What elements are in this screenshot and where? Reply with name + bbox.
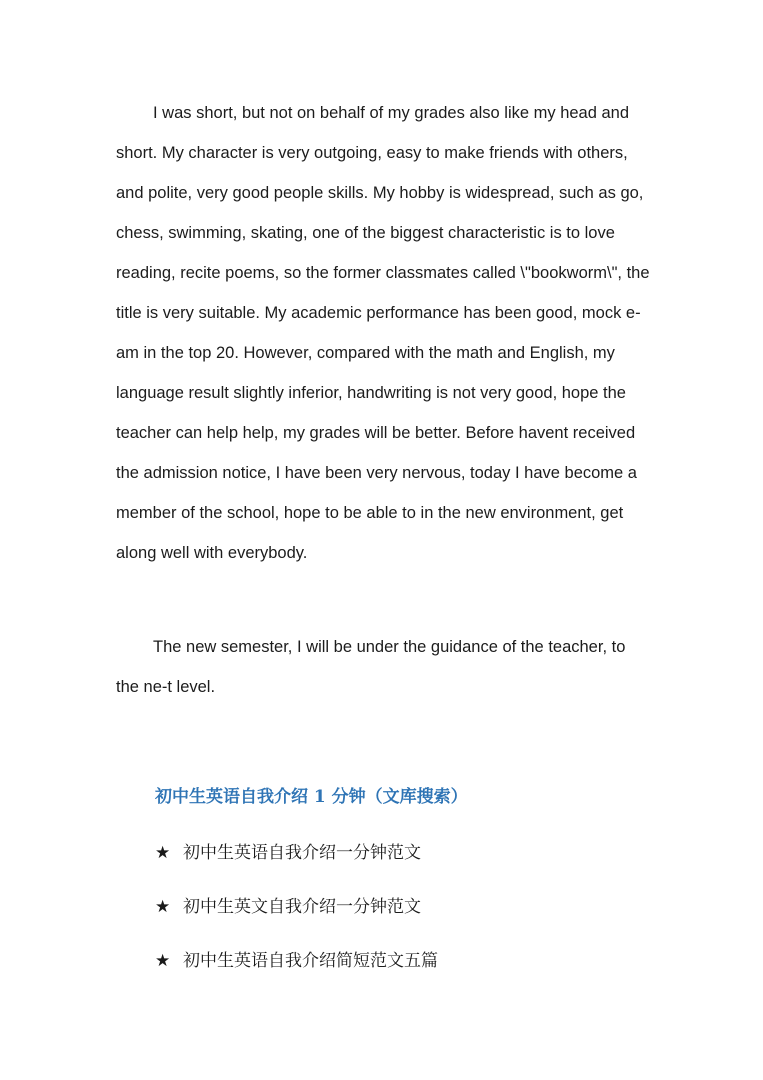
- related-article-title: 初中生英语自我介绍一分钟范文: [183, 843, 421, 863]
- star-icon: ★: [155, 951, 171, 971]
- related-article-title: 初中生英语自我介绍简短范文五篇: [183, 951, 438, 971]
- search-link-heading[interactable]: 初中生英语自我介绍 1 分钟（文库搜索）: [155, 787, 468, 807]
- related-article-link[interactable]: [155, 892, 421, 917]
- related-article-link[interactable]: [155, 838, 421, 863]
- related-article-title: 初中生英文自我介绍一分钟范文: [183, 897, 421, 917]
- paragraph-new-semester: [116, 627, 651, 707]
- star-icon: ★: [155, 843, 171, 863]
- star-icon: ★: [155, 897, 171, 917]
- related-article-link[interactable]: [155, 946, 438, 971]
- paragraph-2-text: The new semester, I will be under the guidance of the teacher, to the ne-t level.: [116, 638, 626, 696]
- paragraph-1-text: I was short, but not on behalf of my grades also like my head and short. My character is very outgoing, easy to make friends with others, and polite, very good people skills. My hobby is widespread, such as go, chess, swimming, skating, one of the biggest characteristic is to love reading, recite poems, so the former classmates called \"bookworm\", the title is very suitable. My academic performance has been good, mock e-am in the top 20. However, compared with the math and English, my language result slightly inferior, handwriting is not very good, hope the teacher can help help, my grades will be better. Before havent received the admission notice, I have been very nervous, today I have become a member of the school, hope to be able to in the new environment, get along well with everybody.: [116, 104, 650, 562]
- paragraph-self-introduction: [116, 93, 651, 573]
